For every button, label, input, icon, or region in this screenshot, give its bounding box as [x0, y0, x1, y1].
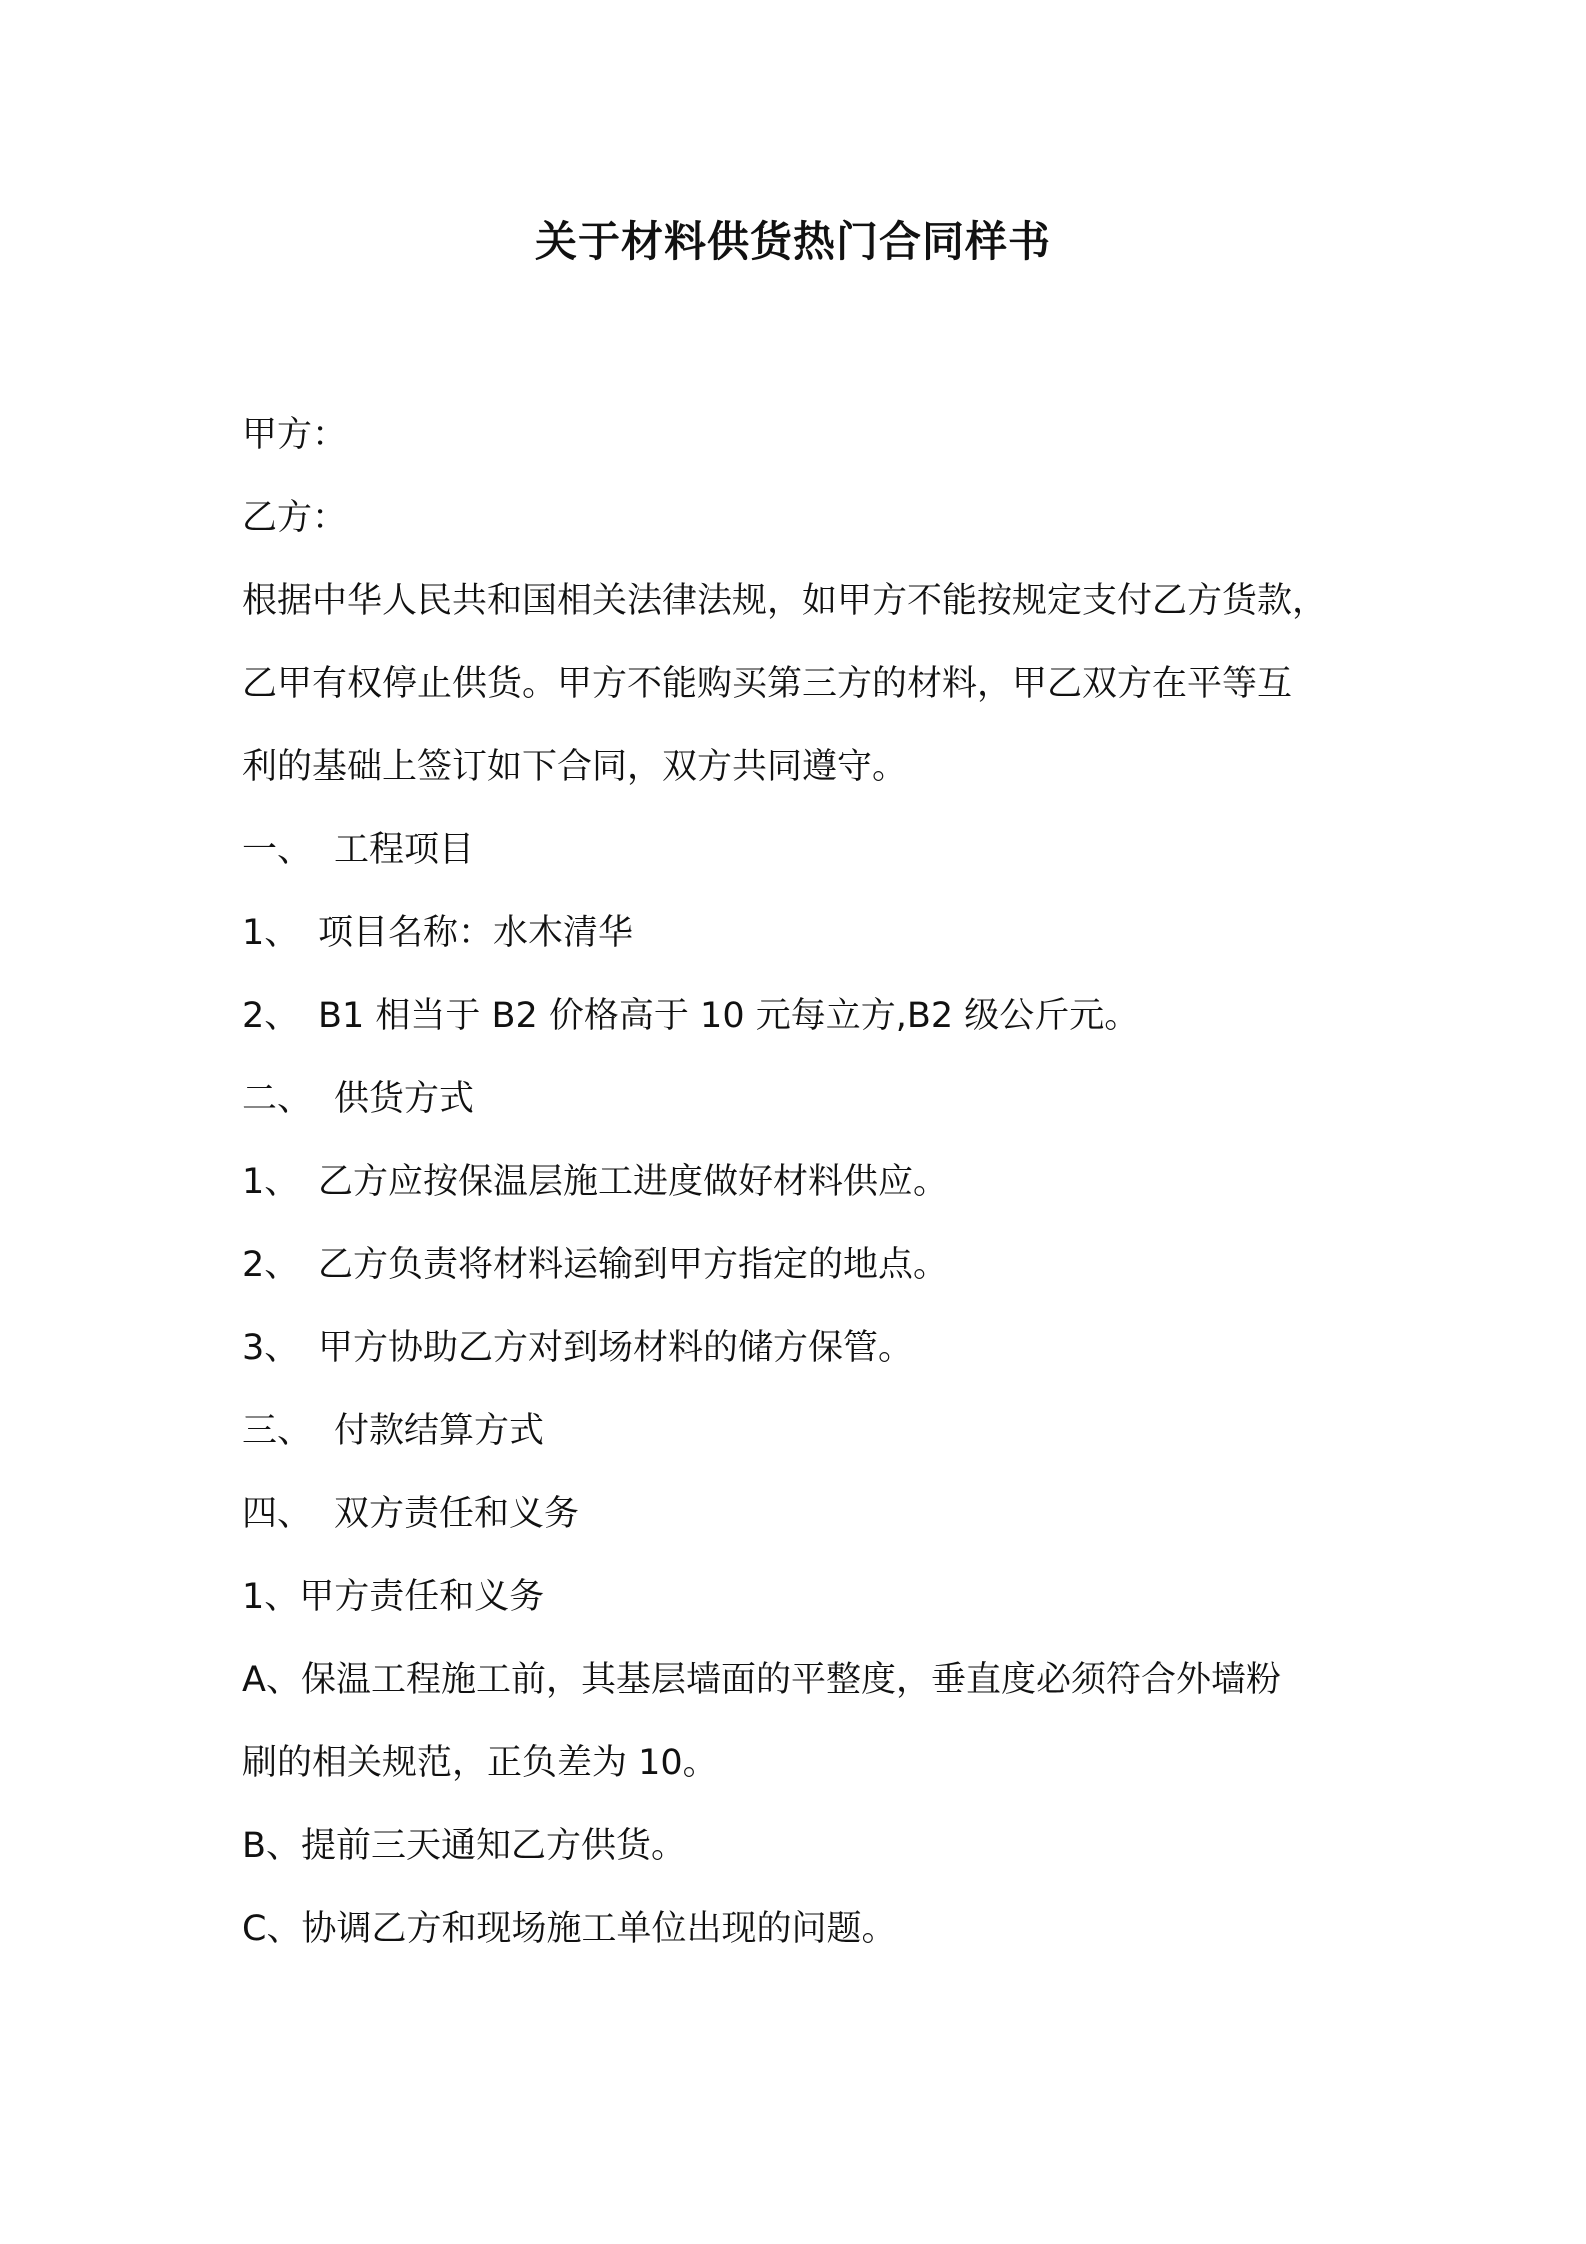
section-2-heading: [242, 1074, 474, 1124]
section-4-subheading: 1、甲方责任和义务: [242, 1577, 545, 1617]
section-1-item-1: [242, 908, 633, 958]
item-number: 2、: [242, 996, 300, 1036]
preamble-line-2: 乙甲有权停止供货。甲方不能购买第三方的材料，甲乙双方在平等互: [242, 664, 1293, 704]
section-2-title: 供货方式: [334, 1079, 475, 1119]
section-4-item-c: C、协调乙方和现场施工单位出现的问题。: [242, 1909, 897, 1949]
section-4-item-a-line-2: 刷的相关规范，正负差为 10。: [242, 1743, 718, 1783]
section-4-item-a-line-1: A、保温工程施工前，其基层墙面的平整度，垂直度必须符合外墙粉: [242, 1660, 1281, 1700]
section-3-number: 三、: [242, 1411, 313, 1451]
document-title: 关于材料供货热门合同样书: [534, 217, 1051, 266]
section-3-heading: [242, 1406, 544, 1456]
item-number: 3、: [242, 1328, 300, 1368]
section-4-number: 四、: [242, 1494, 313, 1534]
party-a-label: 甲方：: [242, 415, 348, 455]
section-3-title: 付款结算方式: [334, 1411, 545, 1451]
section-1-number: 一、: [242, 830, 313, 870]
section-2-item-3: [242, 1323, 913, 1373]
section-4-item-b: B、提前三天通知乙方供货。: [242, 1826, 687, 1866]
item-number: 1、: [242, 1162, 300, 1202]
item-number: 2、: [242, 1245, 300, 1285]
item-text: B1 相当于 B2 价格高于 10 元每立方,B2 级公斤元。: [318, 996, 1140, 1036]
item-text: 甲方协助乙方对到场材料的储方保管。: [318, 1328, 914, 1368]
item-text: 项目名称：水木清华: [318, 913, 634, 953]
section-1-title: 工程项目: [334, 830, 475, 870]
item-number: 1、: [242, 913, 300, 953]
section-4-title: 双方责任和义务: [334, 1494, 580, 1534]
section-2-item-1: [242, 1157, 948, 1207]
preamble-line-3: 利的基础上签订如下合同，双方共同遵守。: [242, 747, 908, 787]
item-text: 乙方应按保温层施工进度做好材料供应。: [318, 1162, 949, 1202]
party-b-label: 乙方：: [242, 498, 348, 538]
section-4-heading: [242, 1489, 579, 1539]
preamble-line-1: 根据中华人民共和国相关法律法规，如甲方不能按规定支付乙方货款，: [242, 581, 1328, 621]
section-1-item-2: [242, 991, 1139, 1041]
section-2-number: 二、: [242, 1079, 313, 1119]
section-1-heading: [242, 825, 474, 875]
section-2-item-2: [242, 1240, 948, 1290]
item-text: 乙方负责将材料运输到甲方指定的地点。: [318, 1245, 949, 1285]
